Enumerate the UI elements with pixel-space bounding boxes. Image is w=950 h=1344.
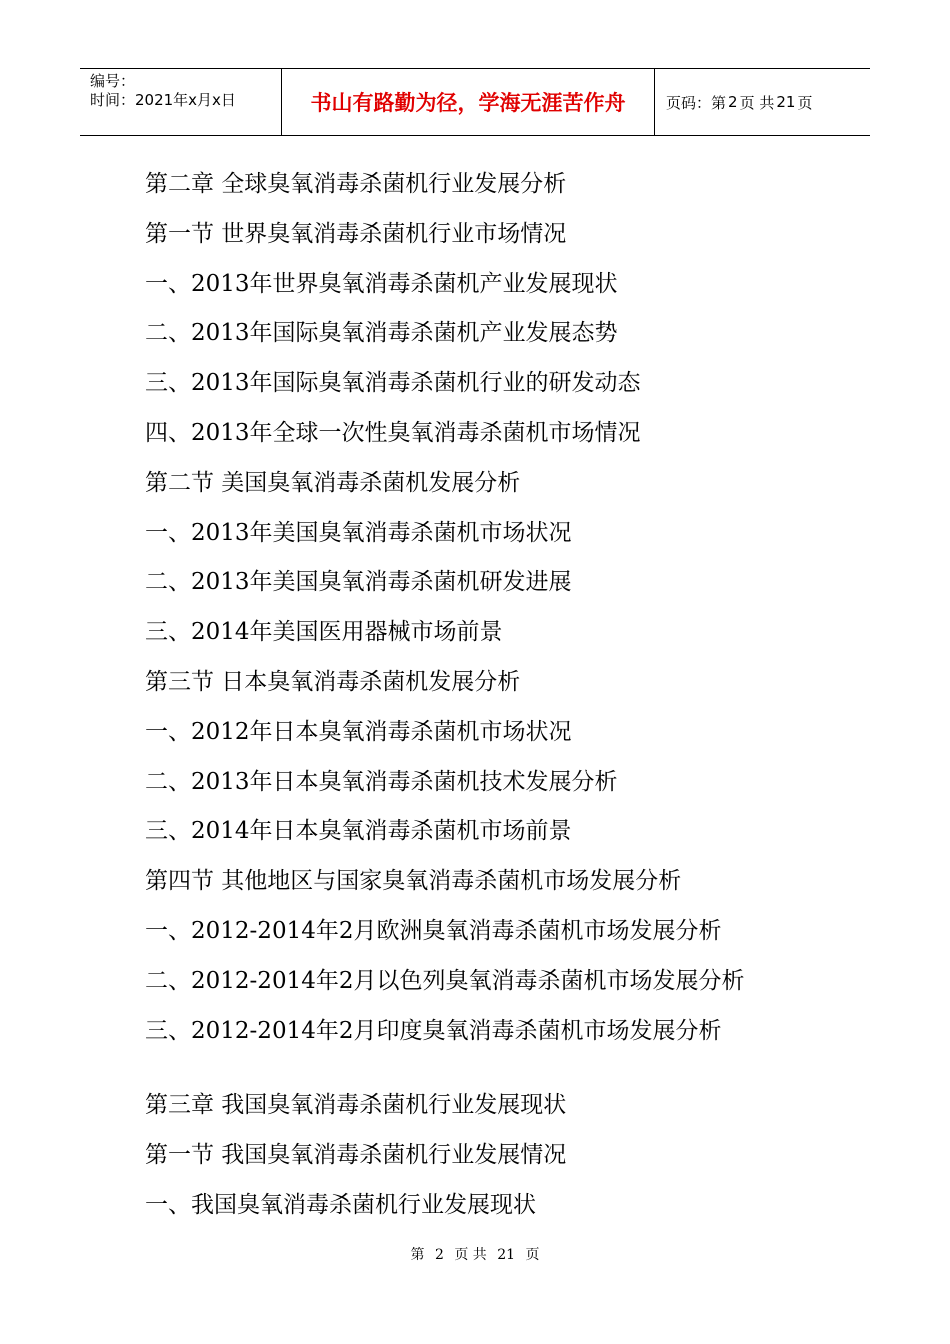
- header-page-indicator: [654, 69, 870, 135]
- toc-item: 二、2013年美国臭氧消毒杀菌机研发进展: [145, 569, 572, 596]
- section-heading: 第四节 其他地区与国家臭氧消毒杀菌机市场发展分析: [145, 868, 682, 895]
- chapter-heading: 第三章 我国臭氧消毒杀菌机行业发展现状: [145, 1092, 567, 1119]
- toc-item: 三、2014年美国医用器械市场前景: [145, 619, 503, 646]
- toc-item: 一、2012年日本臭氧消毒杀菌机市场状况: [145, 718, 572, 745]
- document-number-label: 编号：: [90, 72, 136, 90]
- chapter-heading: 第二章 全球臭氧消毒杀菌机行业发展分析: [145, 171, 567, 197]
- footer-suffix: 页: [525, 1247, 540, 1263]
- toc-item: 一、我国臭氧消毒杀菌机行业发展现状: [145, 1191, 536, 1218]
- toc-item: 二、2013年日本臭氧消毒杀菌机技术发展分析: [145, 768, 618, 795]
- toc-item: 四、2013年全球一次性臭氧消毒杀菌机市场情况: [145, 419, 641, 446]
- toc-item: 一、2012-2014年2月欧洲臭氧消毒杀菌机市场发展分析: [145, 917, 722, 944]
- page-prefix: 页码：第: [666, 93, 727, 112]
- footer-total: 21: [497, 1247, 516, 1263]
- document-date: 时间：2021年x月x日: [90, 91, 236, 109]
- page-header: [80, 68, 870, 136]
- header-motto: 书山有路勤为径，学海无涯苦作舟: [282, 69, 655, 135]
- chapter-spacer: [145, 1056, 865, 1081]
- toc-item: 三、2014年日本臭氧消毒杀菌机市场前景: [145, 818, 572, 845]
- footer-page-number: 2: [434, 1247, 444, 1263]
- table-of-contents: [145, 160, 865, 1231]
- page-suffix: 页: [797, 93, 813, 112]
- toc-item: 三、2012-2014年2月印度臭氧消毒杀菌机市场发展分析: [145, 1017, 722, 1044]
- section-heading: 第一节 世界臭氧消毒杀菌机行业市场情况: [145, 220, 567, 247]
- toc-item: 三、2013年国际臭氧消毒杀菌机行业的研发动态: [145, 370, 641, 397]
- toc-item: 二、2012-2014年2月以色列臭氧消毒杀菌机市场发展分析: [145, 967, 745, 994]
- page-total: 21: [776, 93, 796, 111]
- section-heading: 第三节 日本臭氧消毒杀菌机发展分析: [145, 668, 521, 695]
- page-number: 2: [728, 93, 738, 111]
- header-meta: [80, 69, 282, 135]
- page-mid: 页 共: [739, 93, 775, 112]
- toc-item: 一、2013年世界臭氧消毒杀菌机产业发展现状: [145, 270, 618, 297]
- section-heading: 第二节 美国臭氧消毒杀菌机发展分析: [145, 469, 521, 496]
- footer-mid: 页 共: [454, 1247, 487, 1263]
- toc-item: 一、2013年美国臭氧消毒杀菌机市场状况: [145, 519, 572, 546]
- section-heading: 第一节 我国臭氧消毒杀菌机行业发展情况: [145, 1142, 567, 1169]
- page-footer: [0, 1244, 950, 1264]
- toc-item: 二、2013年国际臭氧消毒杀菌机产业发展态势: [145, 320, 618, 347]
- footer-prefix: 第: [410, 1247, 425, 1263]
